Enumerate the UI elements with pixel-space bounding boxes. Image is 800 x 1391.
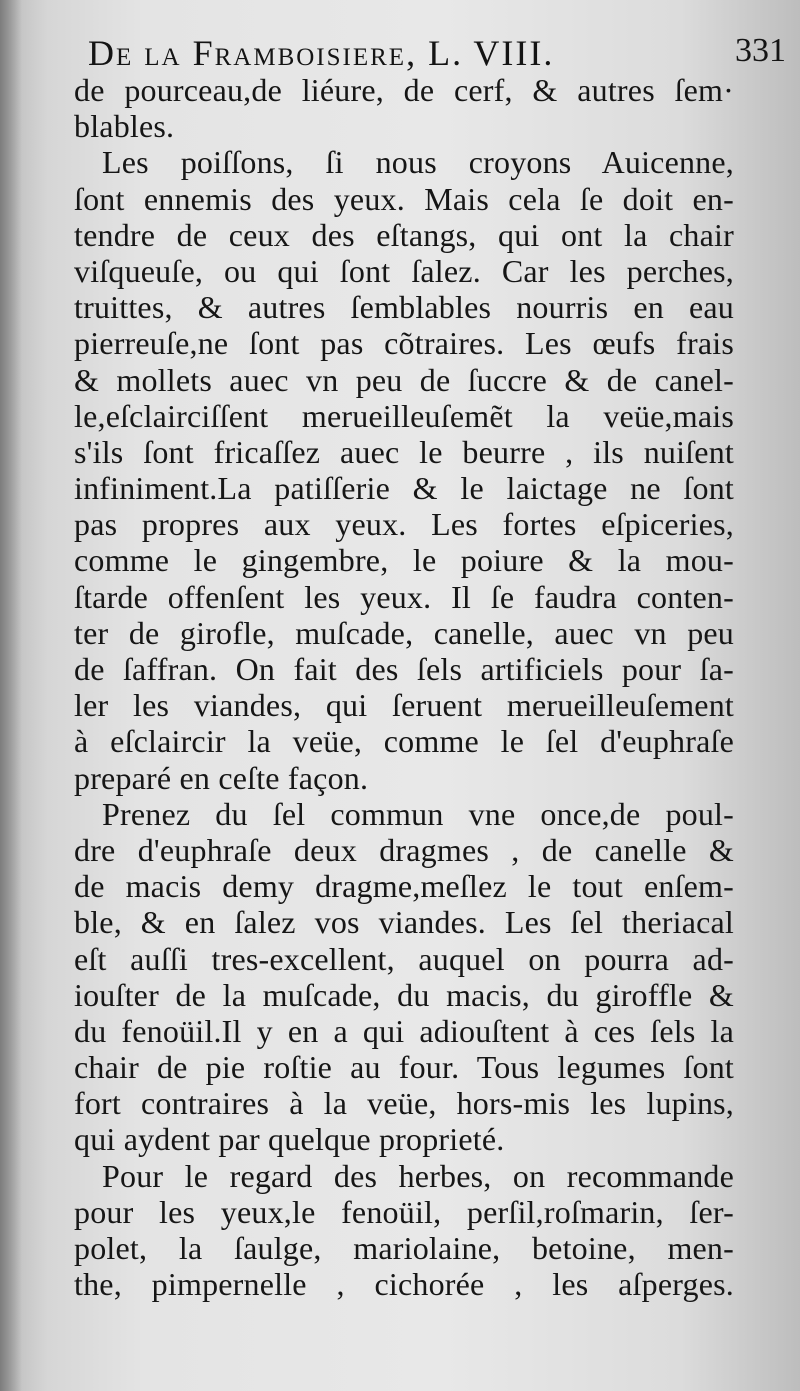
text-line: the, pimpernelle , cichorée , les aſperges. [74,1266,734,1303]
text-line: & mollets auec vn peu de ſuccre & de canel- [74,361,734,398]
text-line: Les poiſſons, ſi nous croyons Auicenne, [102,144,734,181]
text-line: du fenoüil.Il y en a qui adiouſtent à ces ſels la [74,1012,734,1049]
text-line: tendre de ceux des eſtangs, qui ont la chair [74,216,734,253]
text-line: ble, & en ſalez vos viandes. Les ſel theriacal [74,904,734,941]
running-head: De la Framboisiere, L. VIII. [88,33,555,73]
text-line: chair de pie roſtie au four. Tous legumes ſont [74,1049,734,1086]
text-line: truittes, & autres ſemblables nourris en eau [74,289,734,326]
text-line: à eſclaircir la veüe, comme le ſel d'euphraſe [74,723,734,760]
text-line: pierreuſe,ne ſont pas cõtraires. Les œufs frais [74,325,734,362]
text-line: qui aydent par quelque proprieté. [74,1121,505,1158]
text-line: preparé en ceſte façon. [74,759,369,796]
text-line: infiniment.La patiſſerie & le laictage ne ſont [74,470,734,507]
text-line: ter de girofle, muſcade, canelle, auec vn peu [74,614,734,651]
text-line: polet, la ſaulge, mariolaine, betoine, men- [74,1230,734,1266]
text-line: blables. [74,108,175,145]
text-line: ler les viandes, qui ſeruent merueilleuſement [74,687,734,724]
text-line: de pourceau,de liéure, de cerf, & autres ſem· [74,72,734,108]
text-line: eſt auſſi tres-excellent, auquel on pourra ad- [74,940,734,977]
text-line: fort contraires à la veüe, hors-mis les lupins, [74,1085,734,1122]
body-text [74,72,734,1302]
text-line: de macis demy dragme,meſlez le tout enſem- [74,868,734,905]
text-line: dre d'euphraſe deux dragmes , de canelle & [74,831,734,868]
text-line: Prenez du ſel commun vne once,de poul- [102,795,734,832]
text-line: Pour le regard des herbes, on recommande [102,1157,734,1194]
text-line: pour les yeux,le fenoüil, perſil,roſmarin, ſer- [74,1193,734,1230]
text-line: ſtarde offenſent les yeux. Il ſe faudra conten- [74,578,734,615]
text-line: s'ils ſont fricaſſez auec le beurre , ils nuiſent [74,433,734,470]
text-line: le,eſclairciſſent merueilleuſemẽt la veüe,mais [74,397,734,434]
page-header [88,28,786,74]
text-line: comme le gingembre, le poiure & la mou- [74,542,734,579]
text-line: viſqueuſe, ou qui ſont ſalez. Car les perches, [74,252,734,289]
text-line: iouſter de la muſcade, du macis, du giroffle & [74,976,734,1013]
text-line: ſont ennemis des yeux. Mais cela ſe doit en- [74,180,734,217]
text-line: de ſaffran. On fait des ſels artificiels pour ſa- [74,651,734,687]
text-line: pas propres aux yeux. Les fortes eſpiceries, [74,506,734,543]
page-number: 331 [735,32,786,69]
